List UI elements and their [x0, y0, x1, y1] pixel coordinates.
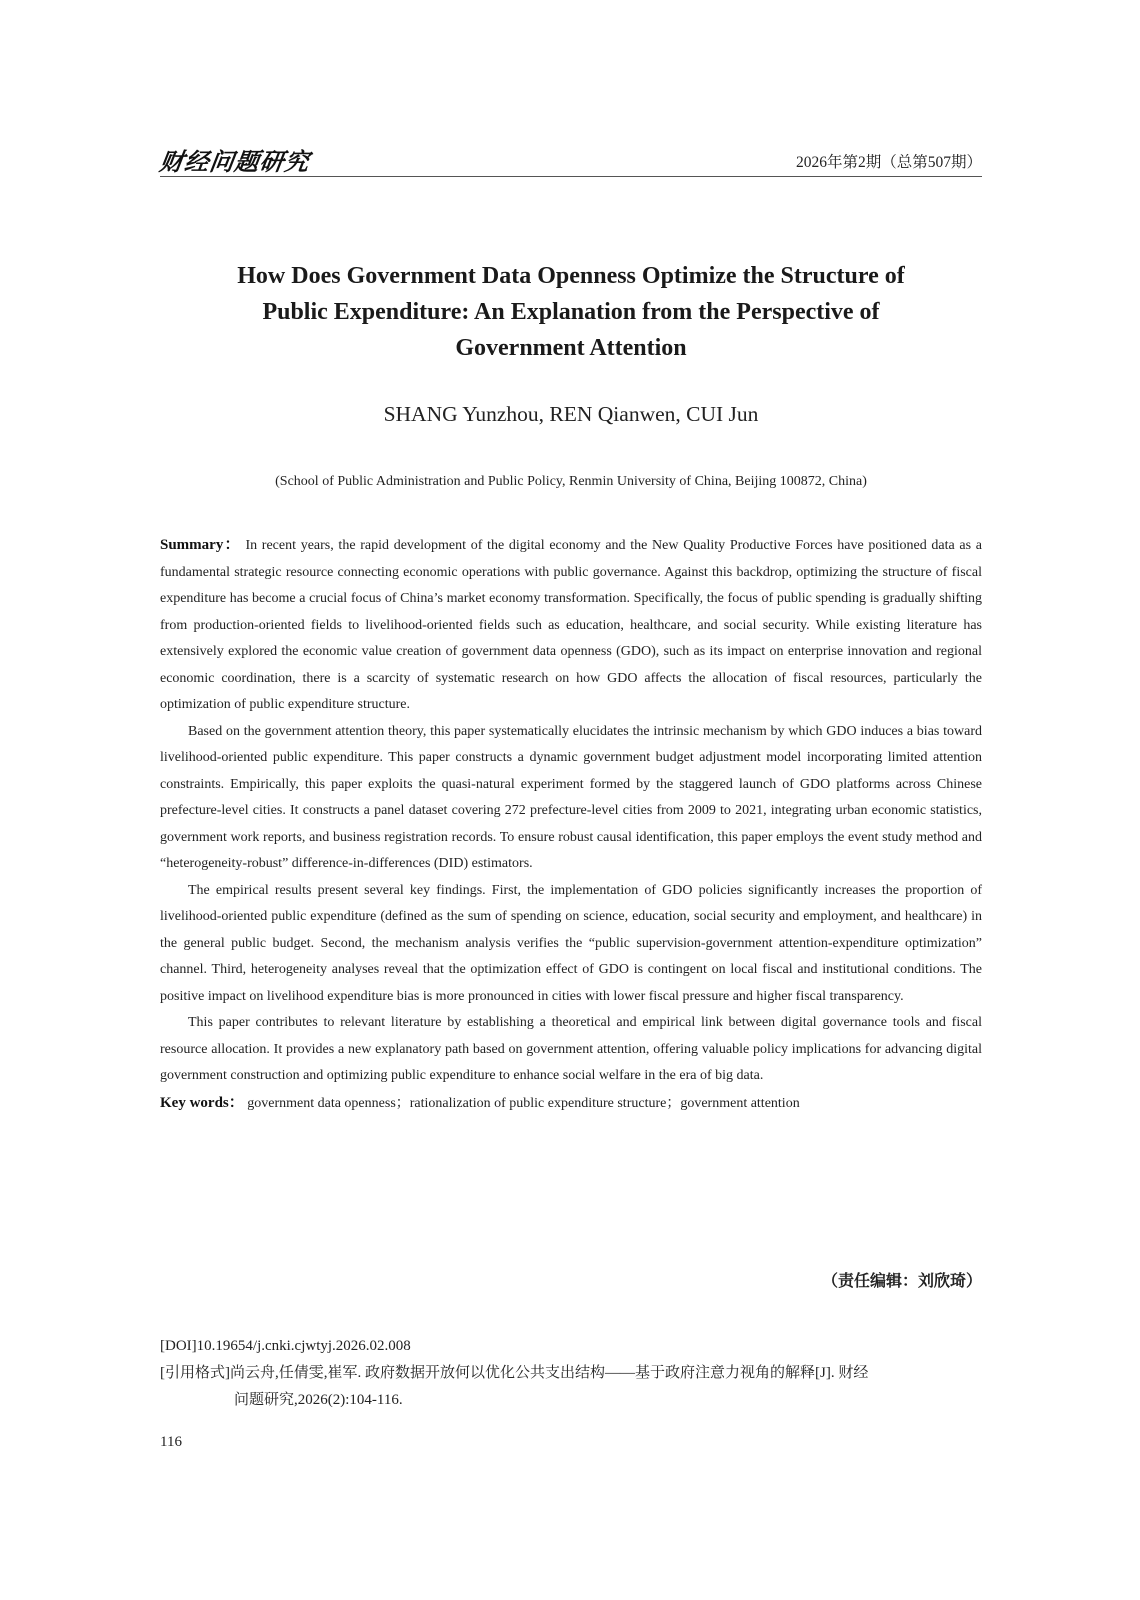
abstract-text: In recent years, the rapid development of the digital economy and the New Quality Productive Forces have positioned data as a fundamental strategic resource connecting economic operations with public governance. Against this backdrop, optimizing the structure of fiscal expenditure has become a crucial focus of China’s market economy transformation. Specifically, the focus of public spending is gradually shifting from production-oriented fields to livelihood-oriented fields such as education, healthcare, and social security. While existing literature has extensively explored the economic value creation of government data openness (GDO), such as its impact on enterprise innovation and regional economic coordination, there is a scarcity of systematic research on how GDO affects the allocation of fiscal resources, particularly the optimization of public expenditure structure.: [160, 538, 982, 712]
title-line: How Does Government Data Openness Optimize the Structure of: [237, 263, 905, 289]
affiliation: (School of Public Administration and Public Policy, Renmin University of China, Beijing 100872, China): [275, 474, 867, 489]
title-line: Government Attention: [455, 335, 687, 361]
keywords-label: Key words：: [160, 1094, 244, 1111]
running-header: [157, 138, 982, 177]
abstract-paragraph: Based on the government attention theory, this paper systematically elucidates the intrinsic mechanism by which GDO induces a bias toward livelihood-oriented public expenditure. This paper constructs a dynamic government budget adjustment model incorporating limited attention constraints. Empirically, this paper exploits the quasi-natural experiment formed by the staggered launch of GDO platforms across Chinese prefecture-level cities. It constructs a panel dataset covering 272 prefecture-level cities from 2009 to 2021, integrating urban economic statistics, government work reports, and business registration records. To ensure robust causal identification, this paper employs the event study method and “heterogeneity-robust” difference-in-differences (DID) estimators.: [160, 723, 982, 871]
journal-logo: 财经问题研究: [157, 147, 312, 176]
doi: [DOI]10.19654/j.cnki.cjwtyj.2026.02.008: [160, 1338, 411, 1354]
citation-line: 问题研究,2026(2):104-116.: [234, 1392, 403, 1408]
keywords: [160, 1090, 982, 1118]
abstract-paragraph: [160, 532, 982, 719]
title-line: Public Expenditure: An Explanation from the Perspective of: [262, 299, 880, 325]
keywords-text: government data openness；rationalization of public expenditure structure；government attention: [247, 1095, 800, 1111]
citation-line: [引用格式]尚云舟,任倩雯,崔军. 政府数据开放何以优化公共支出结构——基于政府注意力视角的解释[J]. 财经: [160, 1365, 869, 1381]
page-number: 116: [160, 1434, 182, 1450]
article-title: [160, 258, 982, 366]
editor-note: （责任编辑：刘欣琦）: [821, 1271, 982, 1290]
summary-label: Summary：: [160, 537, 241, 553]
authors: SHANG Yunzhou, REN Qianwen, CUI Jun: [383, 402, 759, 426]
abstract: [160, 532, 982, 1117]
reference-block: [160, 1333, 982, 1414]
abstract-paragraph: This paper contributes to relevant literature by establishing a theoretical and empirical link between digital governance tools and fiscal resource allocation. It provides a new explanatory path based on government attention, offering valuable policy implications for advancing digital government construction and optimizing public expenditure to enhance social welfare in the era of big data.: [160, 1015, 982, 1083]
abstract-paragraph: The empirical results present several key findings. First, the implementation of GDO policies significantly increases the proportion of livelihood-oriented public expenditure (defined as the sum of spending on science, education, social security and employment, and healthcare) in the general public budget. Second, the mechanism analysis verifies the “public supervision-government attention-expenditure optimization” channel. Third, heterogeneity analyses reveal that the optimization effect of GDO is contingent on local fiscal and institutional conditions. The positive impact on livelihood expenditure bias is more pronounced in cities with lower fiscal pressure and higher fiscal transparency.: [160, 882, 982, 1004]
issue-label: 2026年第2期（总第507期）: [795, 154, 982, 171]
